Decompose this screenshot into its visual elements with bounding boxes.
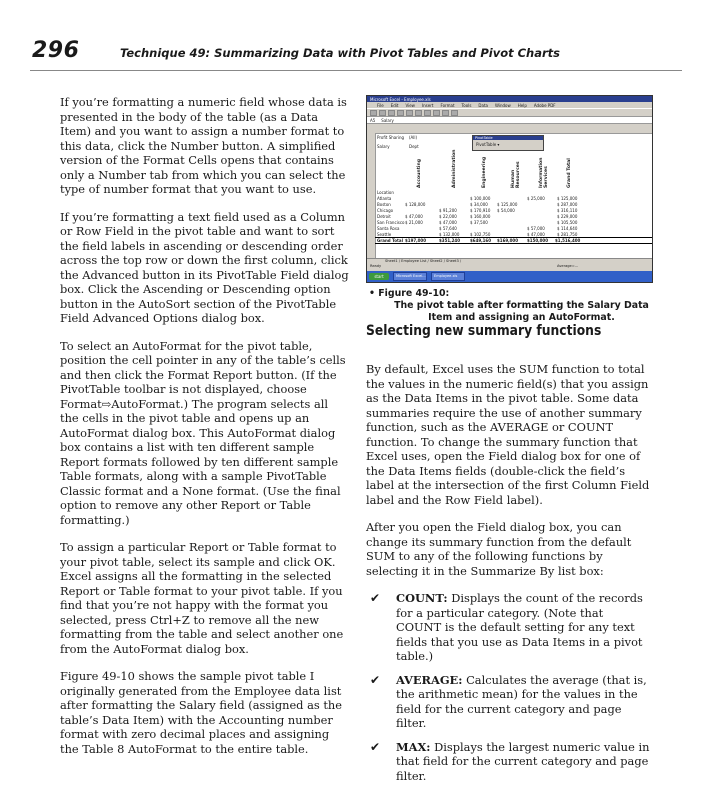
taskbar-item: Microsoft Excel... <box>393 272 427 281</box>
column-headers <box>375 128 652 134</box>
list-item-term: AVERAGE: <box>396 672 463 687</box>
status-bar <box>367 264 652 270</box>
pivottable-menu-button: PivotTable ▾ <box>476 142 500 147</box>
menu-item: Insert <box>421 102 434 108</box>
checkmark-icon: ✔ <box>370 739 381 754</box>
table-cell: $ 57,640 <box>439 226 457 231</box>
column-header: Accounting <box>417 158 422 188</box>
row-label: Santa Rosa <box>377 226 400 231</box>
paragraph: After you open the Field dialog box, you can change its summary function from the default SUM to any of the following functions by selecting it in the Summarize By list box: <box>366 520 632 578</box>
menu-item: Tools <box>461 102 472 108</box>
table-cell: $ 102,750 <box>470 232 491 237</box>
toolbar-button-icon <box>379 110 386 116</box>
pivottable-toolbar-title: PivotTable <box>473 136 543 140</box>
table-cell: $ 22,000 <box>439 214 457 219</box>
table-cell: $ 170,910 <box>470 208 491 213</box>
row-label: Boston <box>377 202 391 207</box>
formula-bar <box>367 117 652 124</box>
excel-window-title: Microsoft Excel - Employee.xls <box>370 96 431 102</box>
running-head: Technique 49: Summarizing Data with Pivot Tables and Pivot Charts <box>120 46 560 60</box>
pivottable-toolbar <box>472 135 544 151</box>
function-list <box>366 591 651 783</box>
figure-screenshot <box>366 95 653 283</box>
start-button: start <box>369 273 389 280</box>
table-cell: $ 100,000 <box>470 196 491 201</box>
checkmark-icon: ✔ <box>370 672 381 687</box>
toolbar-button-icon <box>424 110 431 116</box>
table-cell: $ 57,000 <box>527 226 545 231</box>
left-column <box>60 95 350 769</box>
menu-item: Adobe PDF <box>533 102 556 108</box>
menu-item: Data <box>478 102 488 108</box>
header-rule <box>30 70 682 71</box>
sheet-tabs: Sheet1 / Employee List / Sheet2 / Sheet3 / <box>367 258 652 264</box>
column-header: Engineering <box>482 156 487 188</box>
excel-toolbar <box>367 108 652 117</box>
table-cell: $ 47,000 <box>405 214 423 219</box>
list-item <box>366 740 651 784</box>
column-header: Administration <box>452 149 457 188</box>
table-cell: $197,000 <box>405 238 427 243</box>
toolbar-button-icon <box>397 110 404 116</box>
paragraph: If you’re formatting a numeric field whose data is presented in the body of the table (as a Data Item) and you want to assign a number format to this data, click the Number button. A simplified version of the Format Cells opens that contains only a Number tab from which you can select the type of number format that you want to use. <box>60 95 347 196</box>
table-cell: $ 132,000 <box>439 232 460 237</box>
menu-item: File <box>377 102 384 108</box>
formula-value: Salary <box>381 117 394 123</box>
table-cell: $150,000 <box>527 238 549 243</box>
table-cell: $351,240 <box>439 238 461 243</box>
toolbar-button-icon <box>451 110 458 116</box>
page-field-label: Profit Sharing <box>377 135 405 140</box>
table-cell: $ 47,000 <box>439 220 457 225</box>
list-item-term: MAX: <box>396 739 431 754</box>
row-label: Chicago <box>377 208 394 213</box>
menu-item: Edit <box>390 102 399 108</box>
name-box: A5 <box>370 117 376 123</box>
section-heading: Selecting new summary functions <box>366 323 602 339</box>
table-cell: $ 34,000 <box>470 202 488 207</box>
table-cell: $ 47,000 <box>527 232 545 237</box>
table-cell: $ 21,000 <box>405 220 423 225</box>
menu-item: Format <box>440 102 455 108</box>
paragraph: By default, Excel uses the SUM function to total the values in the numeric field(s) that you assign as the Data Items in the pivot table. Some data summaries require the use of another summary function, such as the AVERAGE or COUNT function. To change the summary function that Excel uses, open the Field dialog box for one of the Data Items fields (double-click the field’s label at the intersection of the first Column Field label and the Row Field label). <box>366 362 650 507</box>
row-label: Grand Total <box>377 238 403 243</box>
column-header: Information Services <box>539 157 549 188</box>
row-label: Atlanta <box>377 196 392 201</box>
menu-item: Window <box>494 102 511 108</box>
table-cell: $ 125,000 <box>557 196 578 201</box>
paragraph: If you’re formatting a text field used as a Column or Row Field in the pivot table and want to sort the field labels in ascending or descending order across the top row or down the first column, click the Advanced button in its PivotTable Field dialog box. Click the Ascending or Descending option button in the AutoSort section of the PivotTable Field Advanced Options dialog box. <box>60 209 349 325</box>
row-label: Detroit <box>377 214 391 219</box>
table-cell: $ 25,000 <box>527 196 545 201</box>
table-cell: $ 37,500 <box>470 220 488 225</box>
table-cell: $169,000 <box>497 238 519 243</box>
page-number: 296 <box>32 38 80 63</box>
paragraph: Figure 49-10 shows the sample pivot table I originally generated from the Employee data list after formatting the Salary field (assigned as the table’s Data Item) with the Accounting number format with zero decimal places and assigning the Table 8 AutoFormat to the entire table. <box>60 669 343 756</box>
paragraph: To select an AutoFormat for the pivot table, position the cell pointer in any of the table’s cells and then click the Format Report button. (If the PivotTable toolbar is not displayed, choose Format⇨AutoFormat.) The program selects all the cells in the pivot table and opens up an AutoFormat dialog box. This AutoFormat dialog box contains a list with ten different sample Report formats followed by ten different sample Table formats, along with a sample PivotTable Classic format and a None format. (Use the final option to remove any other Report or Table formatting.) <box>60 338 346 527</box>
row-field-label: Location <box>377 190 394 195</box>
table-cell: $ 281,750 <box>557 232 578 237</box>
table-cell: $ 91,200 <box>439 208 457 213</box>
list-item-text: Calculates the average (that is, the arithmetic mean) for the values in the field for the current category and page filter. <box>396 672 647 730</box>
menu-item: View <box>405 102 415 108</box>
row-label: Seattle <box>377 232 392 237</box>
menu-item: Help <box>517 102 527 108</box>
column-header: Grand Total <box>567 158 572 188</box>
figure-caption-text: The pivot table after formatting the Salary Data Item and assigning an AutoFormat. <box>394 300 649 323</box>
table-cell: $ 287,000 <box>557 202 578 207</box>
column-header: Human Resources <box>511 161 521 188</box>
table-cell: $ 105,500 <box>557 220 578 225</box>
list-item <box>366 673 651 731</box>
table-cell: $ 128,000 <box>405 202 426 207</box>
table-cell: $ 229,000 <box>557 214 578 219</box>
table-cell: $649,160 <box>470 238 492 243</box>
table-cell: $ 114,640 <box>557 226 578 231</box>
data-label: Salary <box>377 144 390 149</box>
list-item-text: Displays the count of the records for a particular category. (Note that COUNT is the default setting for any text fields that you use as Data Items in a pivot table.) <box>396 591 643 663</box>
windows-taskbar <box>367 271 652 282</box>
table-cell: $1,516,400 <box>555 238 581 243</box>
table-cell: $ 316,110 <box>557 208 578 213</box>
worksheet-grid <box>367 128 652 258</box>
list-item-term: COUNT: <box>396 591 448 605</box>
table-cell: $ 160,000 <box>470 214 491 219</box>
toolbar-button-icon <box>370 110 377 116</box>
data-field-value: Dept <box>409 144 419 149</box>
figure-caption <box>369 288 654 324</box>
row-label: San Francisco <box>377 220 405 225</box>
table-cell: $ 125,000 <box>497 202 518 207</box>
taskbar-item: Employee.xls <box>431 272 465 281</box>
list-item <box>366 591 651 664</box>
paragraph: To assign a particular Report or Table format to your pivot table, select its sample and click OK. Excel assigns all the formatting in the selected Report or Table format to your pivot table. If you find that you’re not happy with the format you selected, press Ctrl+Z to remove all the new formatting from the table and select another one from the AutoFormat dialog box. <box>60 540 344 656</box>
checkmark-icon: ✔ <box>370 591 381 605</box>
toolbar-button-icon <box>433 110 440 116</box>
toolbar-button-icon <box>388 110 395 116</box>
status-right: Average=... <box>557 264 579 268</box>
right-column <box>366 362 651 792</box>
list-item-text: Displays the largest numeric value in that field for the current category and page filter. <box>396 739 650 783</box>
page-header <box>32 38 682 68</box>
page-field-value: (All) <box>409 135 418 140</box>
figure-caption-label: • Figure 49-10: <box>369 288 450 299</box>
status-left: Ready <box>370 264 382 268</box>
toolbar-button-icon <box>406 110 413 116</box>
toolbar-button-icon <box>442 110 449 116</box>
table-cell: $ 54,000 <box>497 208 515 213</box>
toolbar-button-icon <box>415 110 422 116</box>
